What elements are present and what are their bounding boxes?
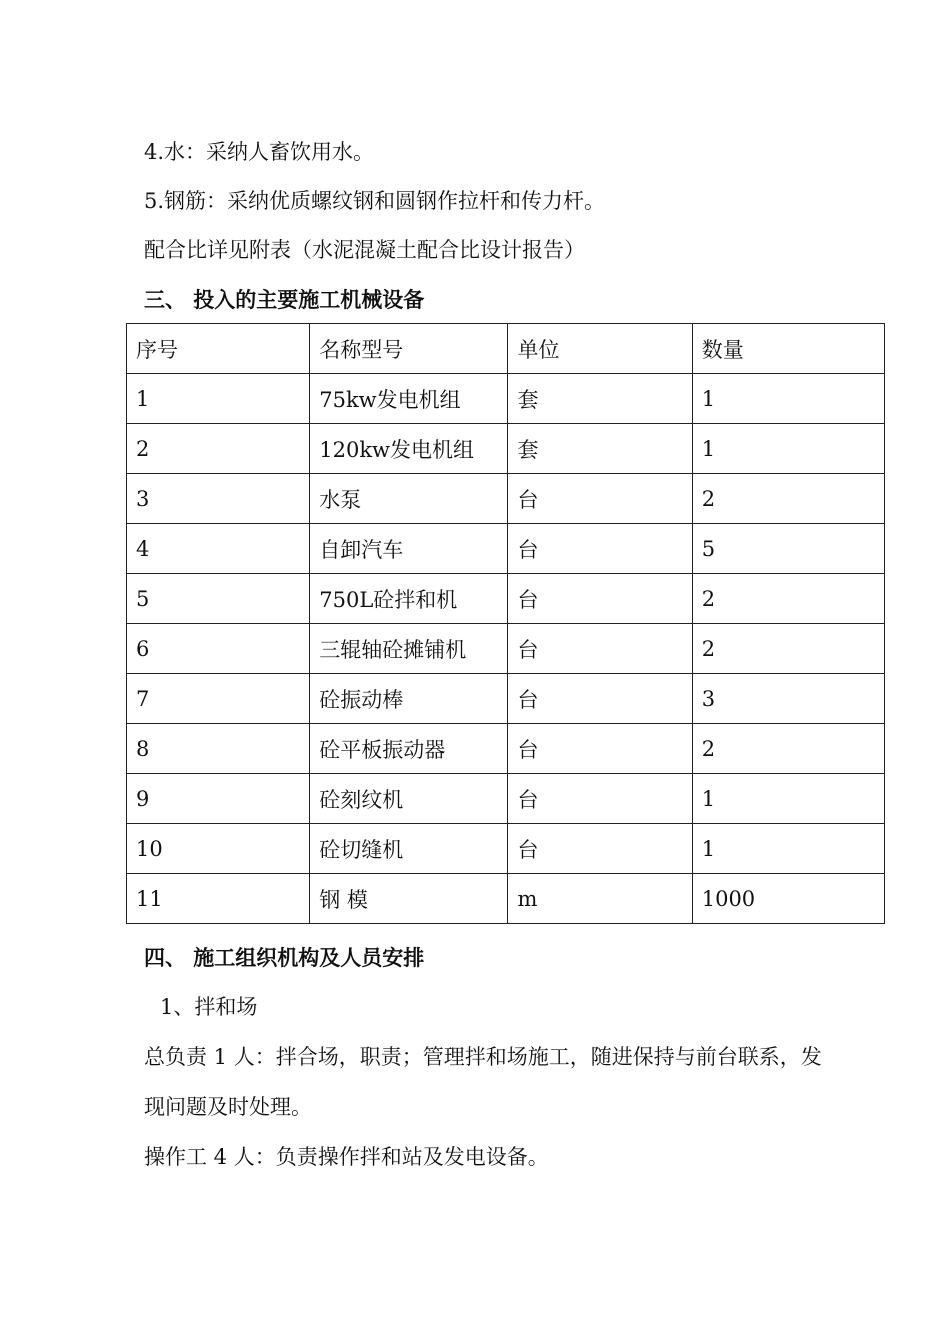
cell-unit: m: [508, 874, 692, 924]
cell-name-model: 砼切缝机: [310, 824, 508, 874]
cell-index: 5: [127, 574, 310, 624]
subsection-mixing-yard: 1、拌和场: [160, 995, 258, 1019]
cell-unit: 台: [508, 624, 692, 674]
cell-index: 3: [127, 474, 310, 524]
cell-index: 7: [127, 674, 310, 724]
cell-name-model: 120kw发电机组: [310, 424, 508, 474]
cell-quantity: 5: [692, 524, 884, 574]
table-row: [127, 624, 885, 674]
section-4-heading: 四、 施工组织机构及人员安排: [144, 945, 425, 970]
cell-index: 11: [127, 874, 310, 924]
cell-index: 4: [127, 524, 310, 574]
table-header-row: [127, 324, 885, 374]
cell-index: 2: [127, 424, 310, 474]
cell-quantity: 1: [692, 424, 884, 474]
header-cell-index: 序号: [127, 324, 310, 374]
header-cell-unit: 单位: [508, 324, 692, 374]
cell-name-model: 750L砼拌和机: [310, 574, 508, 624]
cell-unit: 套: [508, 374, 692, 424]
paragraph-mix-ratio: 配合比详见附表（水泥混凝土配合比设计报告）: [144, 238, 585, 262]
cell-name-model: 75kw发电机组: [310, 374, 508, 424]
cell-index: 9: [127, 774, 310, 824]
cell-unit: 台: [508, 774, 692, 824]
paragraph-supervisor-line-1: 总负责 1 人：拌合场，职责；管理拌和场施工，随进保持与前台联系，发: [144, 1045, 822, 1069]
cell-index: 6: [127, 624, 310, 674]
table-row: [127, 474, 885, 524]
cell-quantity: 2: [692, 624, 884, 674]
cell-unit: 台: [508, 724, 692, 774]
cell-name-model: 钢 模: [310, 874, 508, 924]
section-3-heading: 三、 投入的主要施工机械设备: [144, 287, 425, 312]
table-row: [127, 424, 885, 474]
cell-quantity: 1: [692, 774, 884, 824]
cell-index: 10: [127, 824, 310, 874]
cell-unit: 台: [508, 824, 692, 874]
cell-name-model: 砼刻纹机: [310, 774, 508, 824]
cell-quantity: 2: [692, 474, 884, 524]
cell-name-model: 三辊轴砼摊铺机: [310, 624, 508, 674]
cell-quantity: 2: [692, 574, 884, 624]
cell-quantity: 1: [692, 374, 884, 424]
equipment-table-body: [127, 324, 885, 924]
cell-unit: 套: [508, 424, 692, 474]
cell-unit: 台: [508, 474, 692, 524]
cell-index: 8: [127, 724, 310, 774]
table-row: [127, 524, 885, 574]
cell-name-model: 砼平板振动器: [310, 724, 508, 774]
paragraph-steel: 5.钢筋：采纳优质螺纹钢和圆钢作拉杆和传力杆。: [144, 189, 606, 213]
cell-quantity: 2: [692, 724, 884, 774]
cell-unit: 台: [508, 674, 692, 724]
header-cell-name-model: 名称型号: [310, 324, 508, 374]
paragraph-supervisor-line-2: 现问题及时处理。: [144, 1095, 312, 1119]
cell-quantity: 1: [692, 824, 884, 874]
table-row: [127, 674, 885, 724]
table-row: [127, 824, 885, 874]
table-row: [127, 574, 885, 624]
table-row: [127, 874, 885, 924]
cell-unit: 台: [508, 574, 692, 624]
equipment-table: [126, 323, 885, 924]
cell-index: 1: [127, 374, 310, 424]
paragraph-water: 4.水：采纳人畜饮用水。: [144, 140, 375, 164]
table-row: [127, 774, 885, 824]
cell-unit: 台: [508, 524, 692, 574]
paragraph-operators: 操作工 4 人：负责操作拌和站及发电设备。: [144, 1145, 549, 1169]
cell-name-model: 水泵: [310, 474, 508, 524]
cell-quantity: 3: [692, 674, 884, 724]
table-row: [127, 724, 885, 774]
cell-name-model: 砼振动棒: [310, 674, 508, 724]
header-cell-quantity: 数量: [692, 324, 884, 374]
cell-quantity: 1000: [692, 874, 884, 924]
cell-name-model: 自卸汽车: [310, 524, 508, 574]
table-row: [127, 374, 885, 424]
